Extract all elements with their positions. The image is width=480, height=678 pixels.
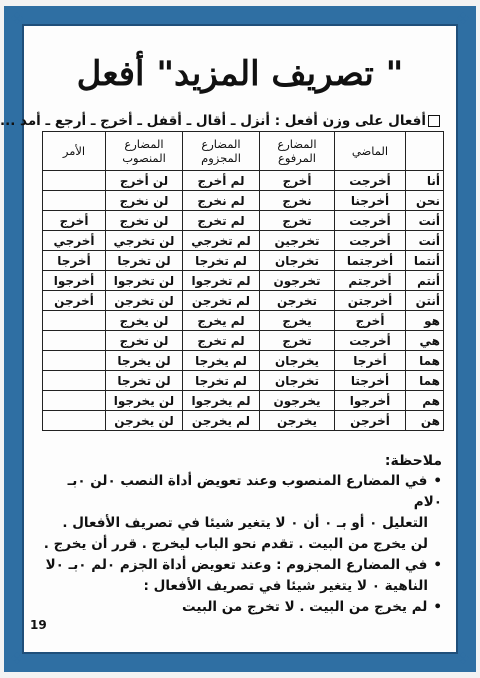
- cell-imperative: أخرجوا: [43, 271, 106, 291]
- cell-present-indicative: تخرجان: [260, 371, 335, 391]
- note-text: الناهية ٠ لا يتغير شيئا في تصريف الأفعال :: [143, 578, 428, 594]
- cell-past: أخرجا: [335, 351, 406, 371]
- cell-present-jussive: لم تخرجن: [183, 291, 260, 311]
- note-line: [36, 597, 442, 618]
- note-text: لم يخرج من البيت . لا تخرج من البيت: [182, 599, 428, 615]
- cell-past: أخرجت: [335, 231, 406, 251]
- cell-present-indicative: تخرجن: [260, 291, 335, 311]
- note-text: في المضارع المنصوب وعند تعويض أداة النصب ٠لن ٠بـ ٠لام: [67, 473, 442, 510]
- cell-present-indicative: يخرجون: [260, 391, 335, 411]
- cell-present-subjunctive: لن أخرج: [106, 171, 183, 191]
- cell-present-jussive: لم تخرجا: [183, 251, 260, 271]
- bullet-icon: •: [433, 473, 442, 489]
- corner-ornament-icon: ❖: [455, 9, 471, 28]
- cell-past: أخرجتن: [335, 291, 406, 311]
- cell-pronoun: هما: [406, 371, 444, 391]
- note-text: التعليل ٠ أو بـ ٠ أن ٠ لا يتغير شيئا في تصريف الأفعال .: [62, 515, 428, 531]
- table-row: [43, 211, 444, 231]
- cell-past: أخرجت: [335, 331, 406, 351]
- table-row: [43, 251, 444, 271]
- cell-pronoun: أنتما: [406, 251, 444, 271]
- note-line: [36, 471, 442, 513]
- cell-present-jussive: لم يخرجن: [183, 411, 260, 431]
- verbs-list: [0, 113, 440, 129]
- cell-present-indicative: يخرجن: [260, 411, 335, 431]
- cell-present-subjunctive: لن تخرجن: [106, 291, 183, 311]
- table-row: [43, 371, 444, 391]
- cell-imperative: أخرجي: [43, 231, 106, 251]
- table-row: [43, 311, 444, 331]
- header-pronoun: [406, 132, 444, 171]
- bullet-icon: •: [433, 557, 442, 573]
- note-text: في المضارع المجزوم : وعند تعويض أداة الجزم ٠لم ٠بـ ٠لا: [45, 557, 428, 573]
- header-past: الماضي: [335, 132, 406, 171]
- cell-imperative: أخرجا: [43, 251, 106, 271]
- cell-imperative: [43, 191, 106, 211]
- cell-pronoun: أنت: [406, 231, 444, 251]
- cell-present-indicative: يخرج: [260, 311, 335, 331]
- bullet-icon: •: [433, 599, 442, 615]
- cell-past: أخرجنا: [335, 191, 406, 211]
- cell-pronoun: أنا: [406, 171, 444, 191]
- corner-ornament-icon: ❖: [455, 649, 471, 668]
- table-row: [43, 351, 444, 371]
- table-row: [43, 171, 444, 191]
- cell-imperative: [43, 351, 106, 371]
- cell-past: أخرجت: [335, 171, 406, 191]
- cell-present-jussive: لم تخرجا: [183, 371, 260, 391]
- cell-present-jussive: لم نخرج: [183, 191, 260, 211]
- note-text: لن يخرج من البيت . تقدم نحو الباب ليخرج . قرر أن يخرج .: [43, 536, 428, 552]
- cell-imperative: [43, 371, 106, 391]
- table-row: [43, 231, 444, 251]
- cell-present-jussive: لم يخرجوا: [183, 391, 260, 411]
- cell-present-indicative: نخرج: [260, 191, 335, 211]
- cell-present-subjunctive: لن تخرج: [106, 331, 183, 351]
- cell-past: أخرج: [335, 311, 406, 331]
- cell-pronoun: هما: [406, 351, 444, 371]
- header-present-subjunctive: المضارع المنصوب: [106, 132, 183, 171]
- cell-present-subjunctive: لن يخرجا: [106, 351, 183, 371]
- table-row: [43, 411, 444, 431]
- table-row: [43, 391, 444, 411]
- cell-present-jussive: لم تخرجي: [183, 231, 260, 251]
- cell-imperative: [43, 171, 106, 191]
- page-number: 19: [30, 618, 47, 632]
- notes-title: ملاحظة:: [384, 453, 442, 469]
- cell-present-indicative: أخرج: [260, 171, 335, 191]
- header-present-jussive: المضارع المجزوم: [183, 132, 260, 171]
- cell-present-indicative: تخرجان: [260, 251, 335, 271]
- cell-pronoun: أنت: [406, 211, 444, 231]
- page-title: تصريف المزيد" أفعل ": [76, 54, 404, 94]
- notes-section: [36, 453, 442, 618]
- cell-pronoun: هم: [406, 391, 444, 411]
- cell-past: أخرجوا: [335, 391, 406, 411]
- cell-present-jussive: لم تخرجوا: [183, 271, 260, 291]
- note-line: [36, 576, 442, 597]
- corner-ornament-icon: ❖: [9, 649, 25, 668]
- corner-ornament-icon: ❖: [9, 9, 25, 28]
- header-present-indicative: المضارع المرفوع: [260, 132, 335, 171]
- header-imperative: الأمر: [43, 132, 106, 171]
- cell-present-jussive: لم تخرج: [183, 331, 260, 351]
- checkbox-icon: [428, 115, 440, 127]
- cell-present-indicative: تخرج: [260, 331, 335, 351]
- cell-present-subjunctive: لن تخرجي: [106, 231, 183, 251]
- cell-present-subjunctive: لن تخرجا: [106, 371, 183, 391]
- table-row: [43, 331, 444, 351]
- cell-pronoun: هن: [406, 411, 444, 431]
- cell-pronoun: هي: [406, 331, 444, 351]
- cell-present-jussive: لم يخرجا: [183, 351, 260, 371]
- cell-past: أخرجتما: [335, 251, 406, 271]
- cell-imperative: [43, 311, 106, 331]
- cell-imperative: [43, 331, 106, 351]
- cell-present-subjunctive: لن تخرجا: [106, 251, 183, 271]
- cell-imperative: [43, 411, 106, 431]
- cell-pronoun: هو: [406, 311, 444, 331]
- table-row: [43, 271, 444, 291]
- cell-past: أخرجت: [335, 211, 406, 231]
- cell-imperative: [43, 391, 106, 411]
- cell-pronoun: أنتم: [406, 271, 444, 291]
- cell-pronoun: نحن: [406, 191, 444, 211]
- cell-present-indicative: يخرجان: [260, 351, 335, 371]
- cell-present-subjunctive: لن نخرج: [106, 191, 183, 211]
- cell-present-subjunctive: لن يخرج: [106, 311, 183, 331]
- verbs-list-text: أفعال على وزن أفعل : أنزل ـ أقال ـ أقفل ـ أخرج ـ أرجع ـ أمد ...: [0, 113, 426, 129]
- cell-present-subjunctive: لن تخرجوا: [106, 271, 183, 291]
- cell-present-indicative: تخرج: [260, 211, 335, 231]
- cell-present-subjunctive: لن تخرج: [106, 211, 183, 231]
- cell-imperative: أخرج: [43, 211, 106, 231]
- conjugation-table: [42, 131, 444, 431]
- note-line: [36, 555, 442, 576]
- cell-past: أخرجتم: [335, 271, 406, 291]
- cell-present-jussive: لم أخرج: [183, 171, 260, 191]
- cell-past: أخرجن: [335, 411, 406, 431]
- note-line: [36, 534, 442, 555]
- cell-present-jussive: لم تخرج: [183, 211, 260, 231]
- cell-present-indicative: تخرجين: [260, 231, 335, 251]
- cell-pronoun: أنتن: [406, 291, 444, 311]
- table-header-row: [43, 132, 444, 171]
- note-line: [36, 513, 442, 534]
- cell-imperative: أخرجن: [43, 291, 106, 311]
- cell-present-subjunctive: لن يخرجن: [106, 411, 183, 431]
- cell-past: أخرجتا: [335, 371, 406, 391]
- table-row: [43, 291, 444, 311]
- table-row: [43, 191, 444, 211]
- cell-present-subjunctive: لن يخرجوا: [106, 391, 183, 411]
- cell-present-indicative: تخرجون: [260, 271, 335, 291]
- cell-present-jussive: لم يخرج: [183, 311, 260, 331]
